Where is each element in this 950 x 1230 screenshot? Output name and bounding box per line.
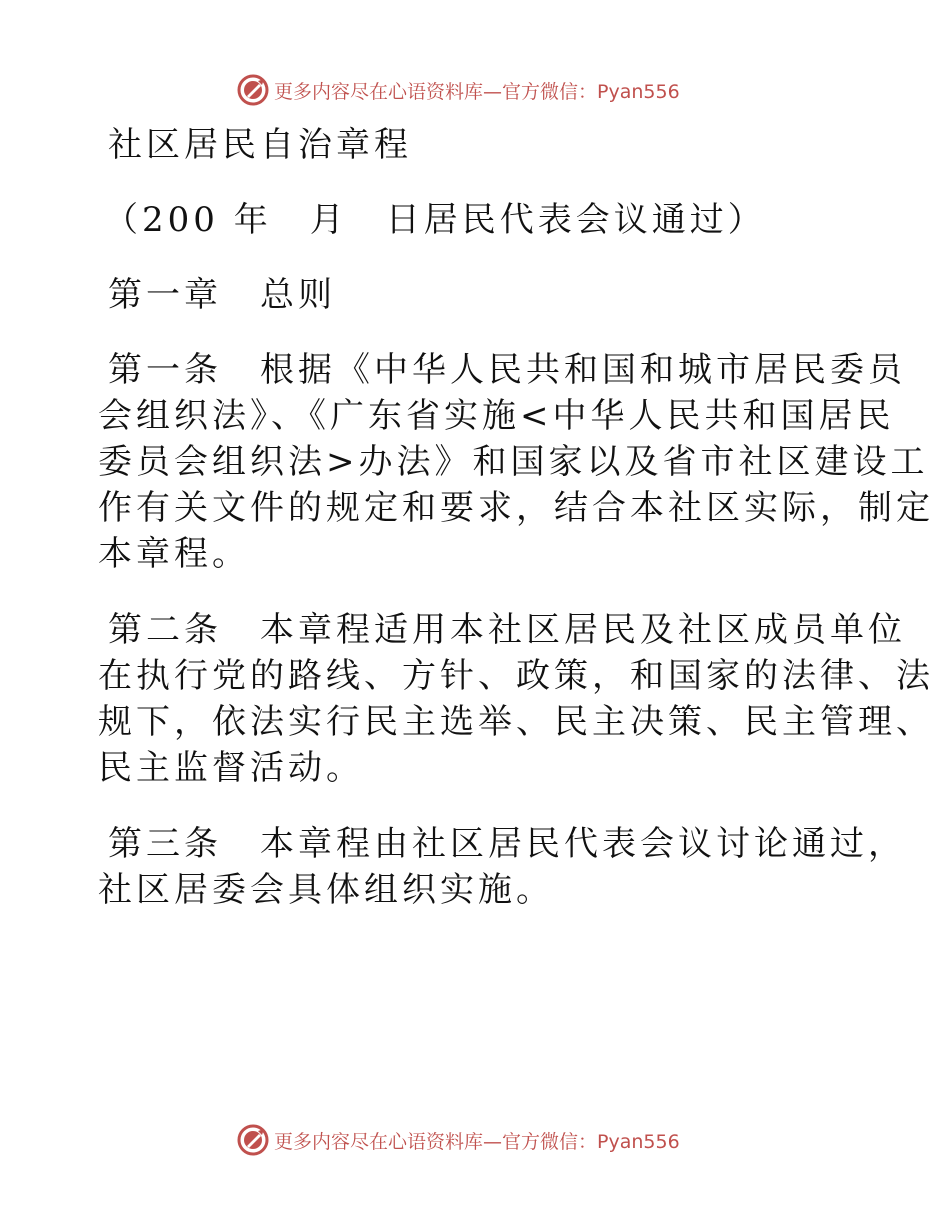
article-line: 委员会组织法>办法》和国家以及省市社区建设工 (98, 442, 929, 482)
article-line: 第三条 本章程由社区居民代表会议讨论通过， (108, 824, 906, 864)
article-1 (98, 347, 934, 577)
article-line: 作有关文件的规定和要求，结合本社区实际，制定 (98, 488, 934, 528)
article-line: 社区居委会具体组织实施。 (98, 870, 554, 910)
chapter-heading: 第一章 总则 (108, 275, 336, 315)
article-line: 在执行党的路线、方针、政策，和国家的法律、法 (98, 656, 934, 696)
header-banner (236, 72, 680, 108)
article-2 (98, 607, 934, 791)
footer-banner (236, 1122, 680, 1158)
article-line: 第一条 根据《中华人民共和国和城市居民委员 (108, 350, 906, 390)
document-title: 社区居民自治章程 (108, 125, 412, 165)
banner-text: 更多内容尽在心语资料库—官方微信：Pyan556 (274, 1130, 680, 1153)
banner-text: 更多内容尽在心语资料库—官方微信：Pyan556 (274, 80, 680, 103)
article-line: 民主监督活动。 (98, 748, 364, 788)
article-3 (98, 821, 906, 913)
article-line: 第二条 本章程适用本社区居民及社区成员单位 (108, 610, 906, 650)
document-body (98, 122, 934, 943)
document-subtitle: （200 年 月 日居民代表会议通过） (104, 200, 766, 240)
article-line: 会组织法》、《广东省实施<中华人民共和国居民 (98, 396, 895, 436)
pen-logo-icon (236, 1123, 270, 1157)
pen-logo-icon (236, 73, 270, 107)
article-line: 规下，依法实行民主选举、民主决策、民主管理、 (98, 702, 934, 742)
article-line: 本章程。 (98, 534, 250, 574)
